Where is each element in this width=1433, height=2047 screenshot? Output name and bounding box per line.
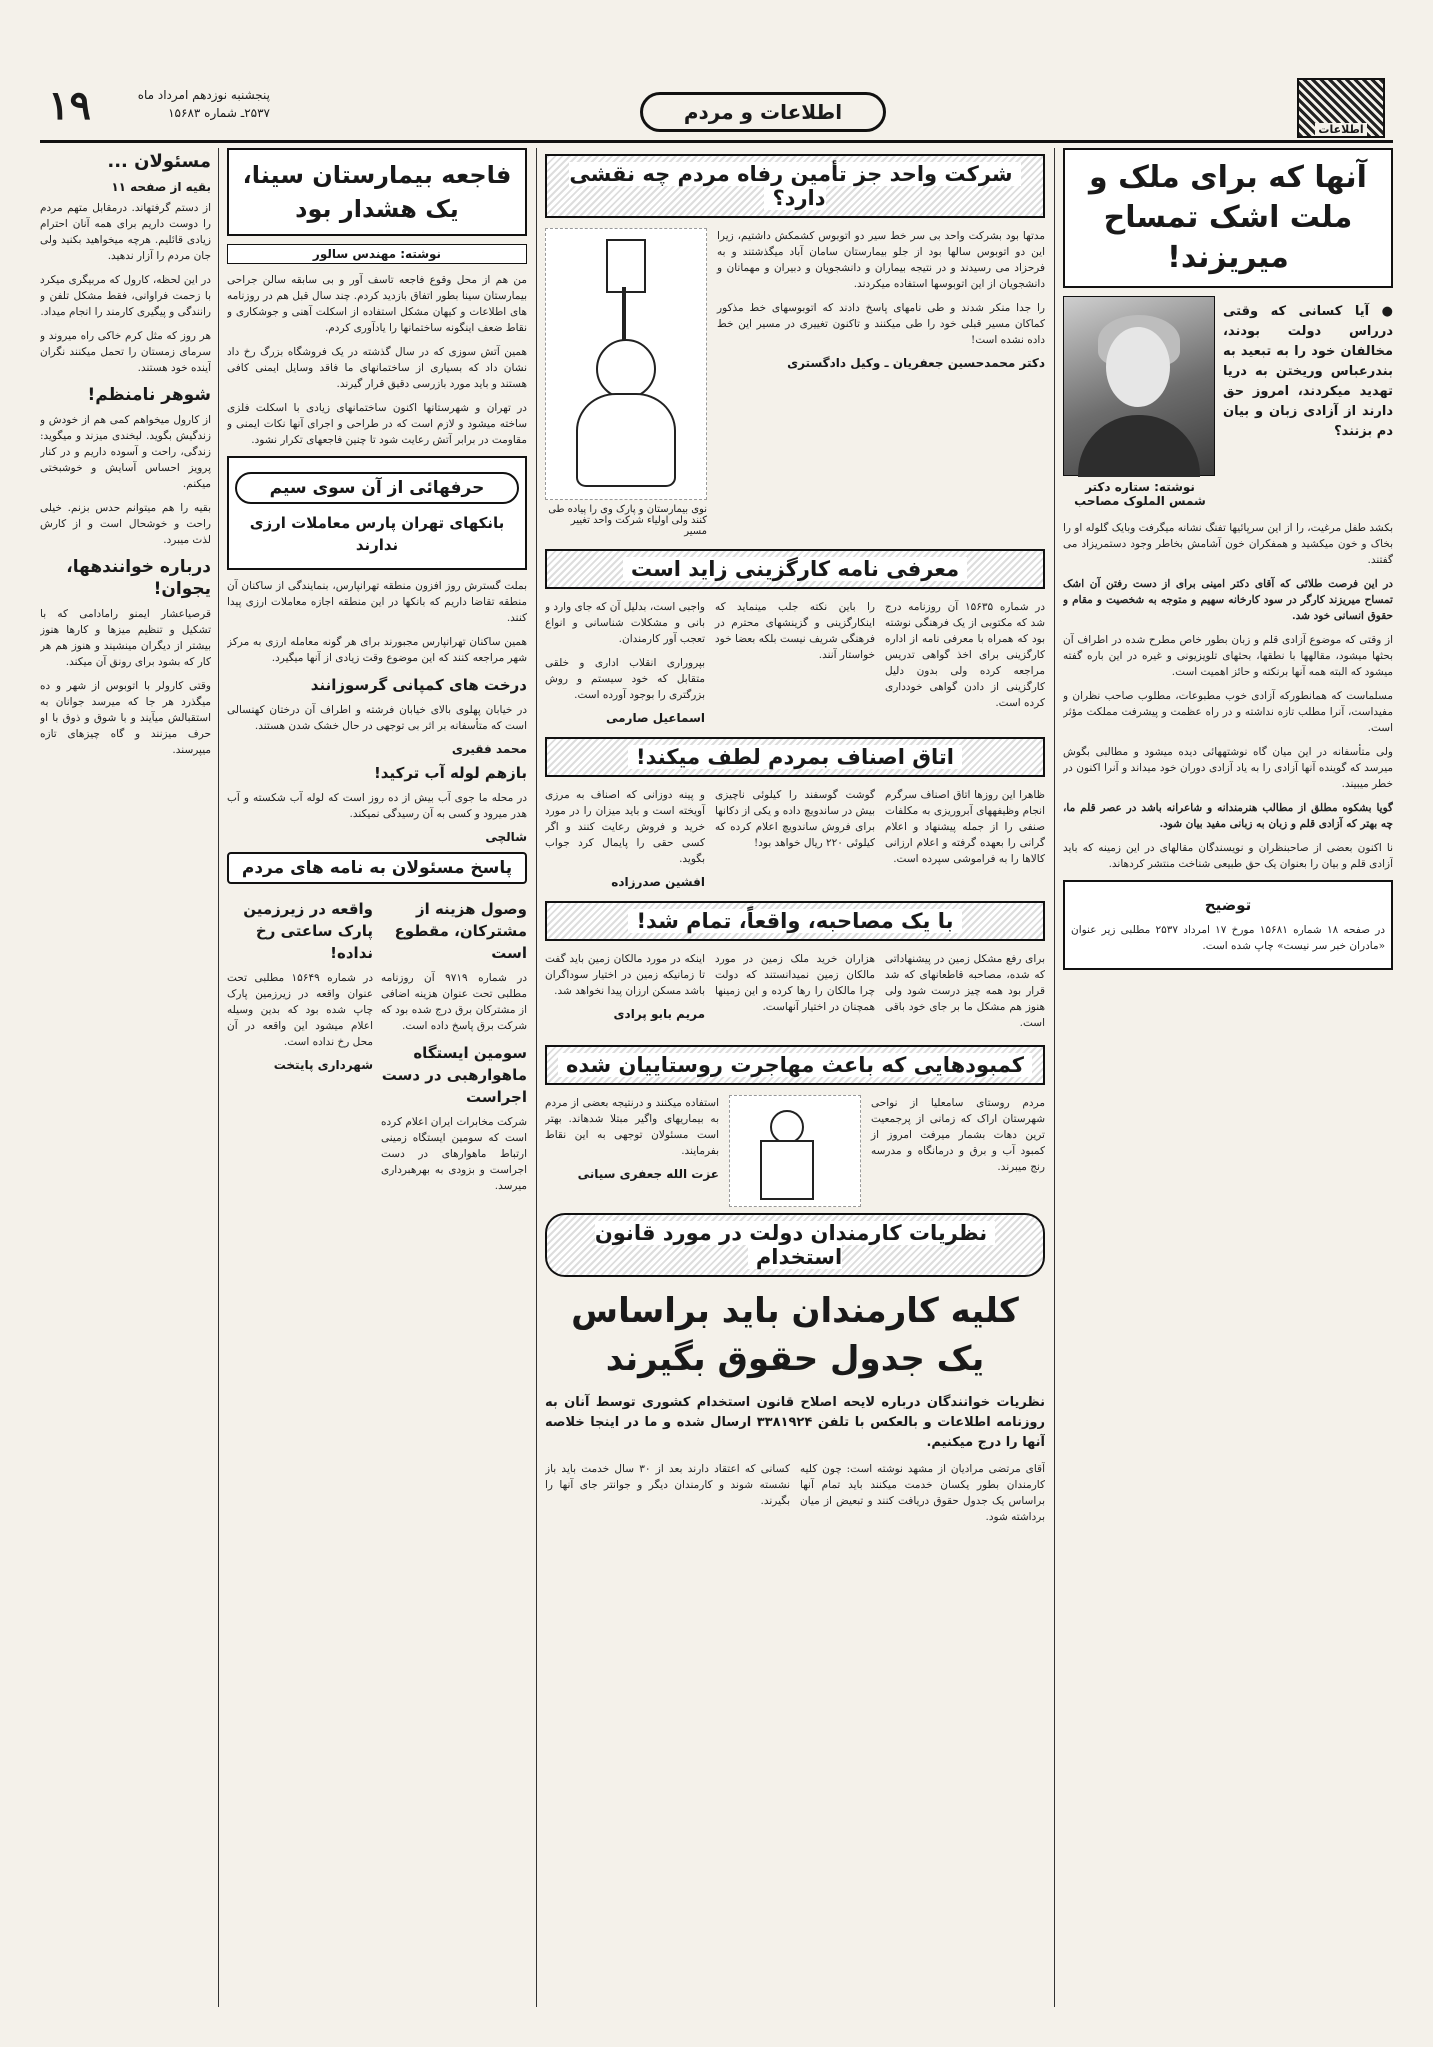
photo-shoulder <box>1078 415 1200 477</box>
date-line <box>100 86 270 122</box>
author-photo <box>1063 296 1215 476</box>
sign-sketch <box>606 239 646 293</box>
col4-paragraph: از کارول میخواهم کمی هم از خودش و زندگیش بگوید. لبخندی میزند و میگوید: زندگی، راحت و آسوده داریم و در کنار پرویز احساس آسایش و خوشبختی میکنم. <box>40 414 211 490</box>
col2-paragraph: در شماره ۱۵۶۳۵ آن روزنامه درج شد که مکتوبی از یک فرهنگی نوشته بود که همراه با معرفی نامه از اداره کارگزینی برای اخذ گواهی تدریس مراجعه کرده ولی بدون دلیل کارگزینی از دادن گواهی خودداری کرده است. <box>885 601 1045 709</box>
col2-signature: عزت الله جعفری سیانی <box>577 1167 719 1181</box>
col2-story-3-end <box>545 787 705 895</box>
col3-subheadline: درخت های کمپانی گرسوزانند <box>310 676 527 694</box>
correction-title: توضیح <box>1204 896 1252 914</box>
col3-signature: شهرداری پایتخت <box>273 1058 373 1072</box>
col4-paragraph: وقتی کارولر با اتوبوس از شهر و ده میگذرد هر جا که میرسد جوانان به استقبالش میآیند و با شوق و ذوق با او حرف میزنند و گاه چیزهای تازه میپرسند. <box>40 680 211 756</box>
column-separator <box>218 148 219 2007</box>
col3-paragraph: در شماره ۹۷۱۹ آن روزنامه مطلبی تحت عنوان هزینه اضافی از مشترکان برق درج شده بود که شرکت برق پاسخ داده است. <box>381 972 527 1032</box>
col4-paragraph: بقیه را هم میتوانم حدس بزنم. خیلی راحت و خوشحال است و از کارش لذت میبرد. <box>40 502 211 546</box>
col3-signature: محمد فقیری <box>451 742 527 756</box>
col3-paragraph: در تهران و شهرستانها اکنون ساختمانهای زیادی با اسکلت فلزی ساخته میشود و لازم است که در طراحی و اجرای آنها نکات ایمنی و مقاومت در برابر آتش رعایت شود تا چنین فاجعهای تکرار نشود. <box>227 402 527 446</box>
newspaper-logo <box>1297 78 1385 138</box>
col1-photo-wrap <box>1063 296 1215 514</box>
col2-paragraph: هزاران خرید ملک زمین در مورد مالکان زمین نمیدانستند که دولت چرا مالکان را رها کرده و این زمینها همچنان در اختیار آنهاست. <box>715 953 875 1013</box>
col2-story-3 <box>545 787 1045 895</box>
col3-notice-box <box>227 456 527 570</box>
col3-responses <box>227 892 527 1202</box>
col4-paragraph: از دستم گرفتهاند. درمقابل متهم مردم را دوست داریم برای همه آنان احترام زیادی قائلیم. هرچه میخواهید بکنید ولی جان مردم را آزار ندهید. <box>40 202 211 262</box>
col2-paragraph: را باین نکته جلب مینماید که اینکارگزینی و گزینشهای محترم در فرهنگی شریف نیست بلکه بعضا خود خواستار آنند. <box>715 601 875 661</box>
col3-paragraph: در شماره ۱۵۶۴۹ مطلبی تحت عنوان واقعه در زیرزمین پارک چاپ شده بود که بدین وسیله اعلام میشود این واقعه در آن محل رخ نداده است. <box>227 972 373 1048</box>
column-separator <box>1054 148 1055 2007</box>
correction-text: در صفحه ۱۸ شماره ۱۵۶۸۱ مورخ ۱۷ امرداد ۲۵۳۷ مطلبی زیر عنوان «مادران خبر سر نیست» چاپ شده است. <box>1071 924 1386 952</box>
col2-lead-text <box>717 228 1045 543</box>
col2-paragraph: مردم روستای سامعلیا از نواحی شهرستان اراک که زمانی از پرجمعیت ترین دهات بشمار میرفت امروز از کمبود آب و برق و درمانگاه و مدرسه رنج میبرند. <box>871 1097 1045 1173</box>
photo-face <box>1106 327 1170 407</box>
col2-story-4 <box>545 951 1045 1039</box>
column-3 <box>227 148 527 2007</box>
figure-head-sketch <box>770 1110 804 1144</box>
col2-section-strip <box>545 1045 1045 1085</box>
cartoon-caption: نوی بیمارستان و پارک وی را پیاده طی کنند ولی اولیاء شرکت واحد تغییر مسیر <box>548 504 707 537</box>
bus-cartoon-illustration <box>545 228 707 500</box>
col1-paragraph: بکشد طفل مرغیت، را از این سرپائیها تفنگ نشانه میگرفت وبایک گلوله او را بخاک و خون میکشید و همفکران خون آشامش بخاطر وجود دستمریزاد می گفتند. <box>1063 522 1393 566</box>
col2-story-4-end <box>545 951 705 1039</box>
col4-subheadline: شوهر نامنظم! <box>87 385 211 405</box>
col2-signature: اسماعیل صارمی <box>605 711 705 725</box>
col2-story-2 <box>545 599 1045 731</box>
col1-headline-box <box>1063 148 1393 288</box>
col1-headline: آنها که برای ملک و ملت اشک تمساح میریزند! <box>1089 160 1367 275</box>
col2-intro: نظریات خوانندگان درباره لایحه اصلاح قانون استخدام کشوری توسط آنان به روزنامه اطلاعات و بالعکس با تلفن ۳۳۸۱۹۲۴ ارسال شده و ما در اینجا خلاصه آنها را درج میکنیم. <box>545 1395 1045 1450</box>
col3-paragraph: شرکت مخابرات ایران اعلام کرده است که سومین ایستگاه زمینی ارتباط ماهوارهای در دست اجراست و بزودی به بهرهبرداری میرسد. <box>381 1116 527 1192</box>
col2-signature: افشین صدرزاده <box>611 875 705 889</box>
col4-paragraph: قرصیاعشار ایمنو رامادامی که با تشکیل و تنظیم میزها و کارها هنوز بیشتر از دیگران مینشیند و هنوز هم هر کار که بشود برای رونق آن میکند. <box>40 608 211 668</box>
col3-notice-title: حرفهائی از آن سوی سیم <box>235 472 519 504</box>
col2-paragraph: آقای مرتضی مرادیان از مشهد نوشته است: چون کلیه کارمندان بطور یکسان خدمت میکنند باید تمام آنها براساس یک جدول حقوق دریافت کنند و تبعیض از میان برداشته شود. <box>800 1463 1045 1523</box>
masthead <box>40 78 1393 138</box>
col1-paragraph: نا اکنون بعضی از صاحبنظران و نویسندگان مقالهای در این زمینه که باید آزادی قلم و بیان را بعنوان یک حق طبیعی شناخت منتشر کردهاند. <box>1063 842 1393 870</box>
col2-section-strip <box>545 1213 1045 1277</box>
responses-banner: پاسخ مسئولان به نامه های مردم <box>227 852 527 884</box>
col3-headline-box <box>227 148 527 236</box>
col2-headline-strip <box>545 154 1045 218</box>
col3-paragraph: همین آتش سوزی که در سال گذشته در یک فروشگاه بزرگ رخ داد نشان داد که بسیاری از ساختمانهای ما فاقد وسایل ایمنی کافی هستند و باید مورد بازرسی دقیق قرار گیرند. <box>227 346 527 390</box>
col3-response-a <box>381 892 527 1202</box>
col2-paragraph: بپروراری انقلاب اداری و خلقی متقابل که خود سیستم و روش بزرگتری را بوجود آورده است. <box>545 657 705 701</box>
col2-paragraph: مدتها بود بشرکت واحد بی سر خط سیر دو اتوبوس کشمکش داشتیم، زیرا این دو اتوبوس سالها بود از جلو بیمارستان سامان آباد میگذشتند و به فرحزاد می رسیدند و در نتیجه بیماران و دانشجویان و دبیران و مهمانان و دانشجویان از این اتوبوسها استفاده میکردند. <box>717 230 1045 290</box>
column-4 <box>40 148 211 2007</box>
village-illustration <box>729 1095 861 1207</box>
section-tag: اطلاعات و مردم <box>640 92 886 132</box>
page-number: ۱۹ <box>48 82 91 129</box>
col2-paragraph: اینکه در مورد مالکان زمین باید گفت تا زمانیکه زمین در اختیار سوداگران باشد مسکن ارزان پیدا نخواهد شد. <box>545 953 705 997</box>
body-sketch <box>576 393 676 487</box>
col3-signature: شالچی <box>485 830 527 844</box>
column-separator <box>536 148 537 2007</box>
col2-cartoon-wrap <box>545 228 707 543</box>
col2-section-title: معرفی نامه کارگزینی زاید است <box>623 557 967 581</box>
col1-lede <box>1063 296 1393 514</box>
col2-paragraph: برای رفع مشکل زمین در پیشنهاداتی که شده، مصاحبه قاطعانهای که شد قرار بود همه چیز درست شود ولی هنوز هم مشکل ما بر جای خود باقی است. <box>885 953 1045 1029</box>
col2-story-5-end <box>545 1095 719 1207</box>
col2-paragraph: و پینه دوزانی که اصناف به مرزی آویخته است و باید میزان را در مورد خرید و فروش رعایت کنند و اگر کسی حقی را پایمال کرد جواب بگوید. <box>545 789 705 865</box>
col2-section-title: اتاق اصناف بمردم لطف میکند! <box>628 745 962 769</box>
col3-subheadline: سومین ایستگاه ماهوارهبی در دست اجراست <box>381 1044 527 1106</box>
col2-section-strip <box>545 549 1045 589</box>
col2-paragraph: گوشت گوسفند را کیلوئی ناچیزی بیش در ساندویچ داده و یکی از دکانها برای فروش ساندویچ اعلام کرده که کیلوئی ۲۲۰ ریال خواهد بود! <box>715 789 875 849</box>
head-sketch <box>596 339 656 399</box>
col2-headline: شرکت واحد جز تأمین رفاه مردم چه نقشی دارد؟ <box>569 162 1020 210</box>
col2-paragraph: کسانی که اعتقاد دارند بعد از ۳۰ سال خدمت باید باز نشسته شوند و کارمندان دیگر و جوانتر جای آنها را بگیرند. <box>545 1463 790 1507</box>
col1-paragraph: در این فرصت طلائی که آقای دکتر امینی برای از دست رفتن آن اشک تمساح میریزند کارگر در سود کارخانه سهیم و متوجه به شخصیت و مقام و حقوق انسانی خود شد. <box>1063 578 1393 622</box>
col3-subheadline: واقعه در زیرزمین پارک ساعتی رخ نداده! <box>243 900 373 962</box>
col3-headline: فاجعه بیمارستان سینا، یک هشدار بود <box>242 161 512 223</box>
col2-paragraph: واجبی است، بدلیل آن که جای وارد و بانی و مشکلات شناسانی و انواع تعجب آور کارمندان. <box>545 601 705 645</box>
col2-paragraph: ظاهرا این روزها اتاق اصناف سرگرم انجام وظیفههای آبروریزی به مکلفات صنفی را از جمله پیشنهاد و اعلام گرانی را بعهده گرفته و اعلام ارزانی کالاها را به فراموشی سپرده است. <box>885 789 1045 865</box>
col3-subheadline: وصول هزینه از مشترکان، مقطوع است <box>394 900 527 962</box>
col3-paragraph: در محله ما جوی آب بیش از ده روز است که لوله آب شکسته و آب هدر میرود و کسی به آن رسیدگی نمیکند. <box>227 792 527 820</box>
col1-paragraph: ولی متأسفانه در این میان گاه نوشتههائی دیده میشود و مطالبی بگوش میرسد که گوینده آنها آزادی را به یاد آزادی دوران خود میداند و آنرا اکنون در خطر میبیند. <box>1063 746 1393 790</box>
figure-body-sketch <box>760 1140 814 1200</box>
col2-paragraph: استفاده میکنند و درنتیجه بعضی از مردم به بیماریهای واگیر مبتلا شدهاند. بهتر است مسئولان توجهی به این نقاط بفرمایند. <box>545 1097 719 1157</box>
col1-paragraph: مسلماست که همانطورکه آزادی خوب مطبوعات، مطلوب صاحب نظران و مفیداست، آنرا مطلب تازه نداشته و در راه عظمت و پیشرفت مملکت مؤثر است. <box>1063 690 1393 734</box>
col1-paragraph: گویا بشکوه مطلق از مطالب هنرمندانه و شاعرانه باشد در عصر قلم ما، چه بهتر که آزادی قلم و زبان به زبانی مفید بیان شود. <box>1063 802 1393 830</box>
col2-signature: مریم بابو پرادی <box>613 1007 705 1021</box>
col2-section-title: نظریات کارمندان دولت در مورد قانون استخدام <box>595 1221 995 1269</box>
col1-pull-quote-wrap <box>1223 296 1393 514</box>
col2-story-2-end <box>545 599 705 731</box>
col2-story-5 <box>545 1095 1045 1207</box>
col4-paragraph: در این لحظه، کارول که مربیگری میکرد با زحمت فراوانی، فقط مشکل تلفن و رانندگی و پیگیری کارمند را انجام میداد. <box>40 274 211 318</box>
column-1 <box>1063 148 1393 2007</box>
pole-sketch <box>622 287 626 347</box>
date-line-1: پنجشنبه نوزدهم امرداد ماه <box>137 88 270 102</box>
col2-story-6 <box>545 1461 1045 1533</box>
col3-author: نوشته: مهندس سالور <box>227 244 527 264</box>
col4-subheadline: درباره خوانندهها، یجوان! <box>66 557 211 599</box>
col4-paragraph: هر روز که مثل کرم خاکی راه میروند و سرمای زمستان را تحمل میکنند نگران آینده خود هستند. <box>40 330 211 374</box>
col3-paragraph: بملت گسترش روز افزون منطقه تهرانپارس، بنمایندگی از ساکنان آن منطقه تقاضا داریم که بانکها در این منطقه اجازه معاملات ارزی پیدا کنند. <box>227 580 527 624</box>
col3-paragraph: من هم از محل وقوع فاجعه تاسف آور و بی سابقه سالن جراحی بیمارستان سینا بطور اتفاق بازدید کردم. چند سال قبل هم در روزنامه های اطلاعات و کیهان مشکل استفاده از اسکلت آهنی و جوشکاری و نقاط ضعف اینگونه ساختمانها را یادآوری کردم. <box>227 274 527 334</box>
col2-section-strip <box>545 901 1045 941</box>
col3-paragraph: همین ساکنان تهرانپارس مجبورند برای هر گونه معامله ارزی به مرکز شهر مراجعه کنند که این موضوع وقت زیادی از آنها میگیرد. <box>227 636 527 664</box>
col2-section-title: کمبودهایی که باعث مهاجرت روستاییان شده <box>558 1053 1032 1077</box>
masthead-rule <box>40 140 1393 143</box>
date-line-2: ۲۵۳۷ـ شماره ۱۵۶۸۳ <box>168 106 270 120</box>
col2-sub-headline: کلیه کارمندان باید براساس یک جدول حقوق بگیرند <box>571 1291 1019 1379</box>
col1-paragraph: از وقتی که موضوع آزادی قلم و زبان بطور خاص مطرح شده در اطراف آن بحثها میشود، مقالهها با نطقها، بحثهای تلویزیونی و غیره در این باره گفته میشود که البته همه آنها برنکته و حائز اهمیت است. <box>1063 634 1393 678</box>
col2-signature: دکتر محمدحسین جعفریان ـ وکیل دادگستری <box>787 356 1045 370</box>
col3-notice-subtitle: بانکهای تهران پارس معاملات ارزی ندارند <box>249 514 505 554</box>
col1-pull-quote: ● آیا کسانی که وقتی درراس دولت بودند، مخالفان خود را به تبعید به بندرعباس وریختن به دریا تهدید میکردند، امروز حق دارند از آزادی زبان و بیان دم بزنند؟ <box>1223 304 1393 439</box>
col4-headline: مسئولان ... <box>107 151 211 172</box>
col2-lead-story <box>545 228 1045 543</box>
col3-subheadline: بازهم لوله آب ترکید! <box>373 764 527 782</box>
col3-response-b <box>227 892 373 1202</box>
col2-paragraph: را جدا منکر شدند و طی نامهای پاسخ دادند که اتوبوسهای خط مذکور کماکان مسیر قبلی خود را طی میکنند و تاکنون تغییری در مسیر این خط داده نشده است! <box>717 302 1045 346</box>
col4-continued: بقیه از صفحه ۱۱ <box>111 180 211 194</box>
col3-paragraph: در خیابان پهلوی بالای خیابان فرشته و اطراف آن درختان کهنسالی است که متأسفانه بر اثر بی توجهی در حال خشک شدن هستند. <box>227 704 527 732</box>
photo-caption: نوشته: ستاره دکتر شمس الملوک مصاحب <box>1074 480 1206 508</box>
correction-box <box>1063 880 1393 970</box>
col2-section-title: با یک مصاحبه، واقعاً، تمام شد! <box>628 909 961 933</box>
column-2 <box>545 148 1045 2007</box>
logo-text: اطلاعات <box>1315 123 1366 136</box>
col2-section-strip <box>545 737 1045 777</box>
